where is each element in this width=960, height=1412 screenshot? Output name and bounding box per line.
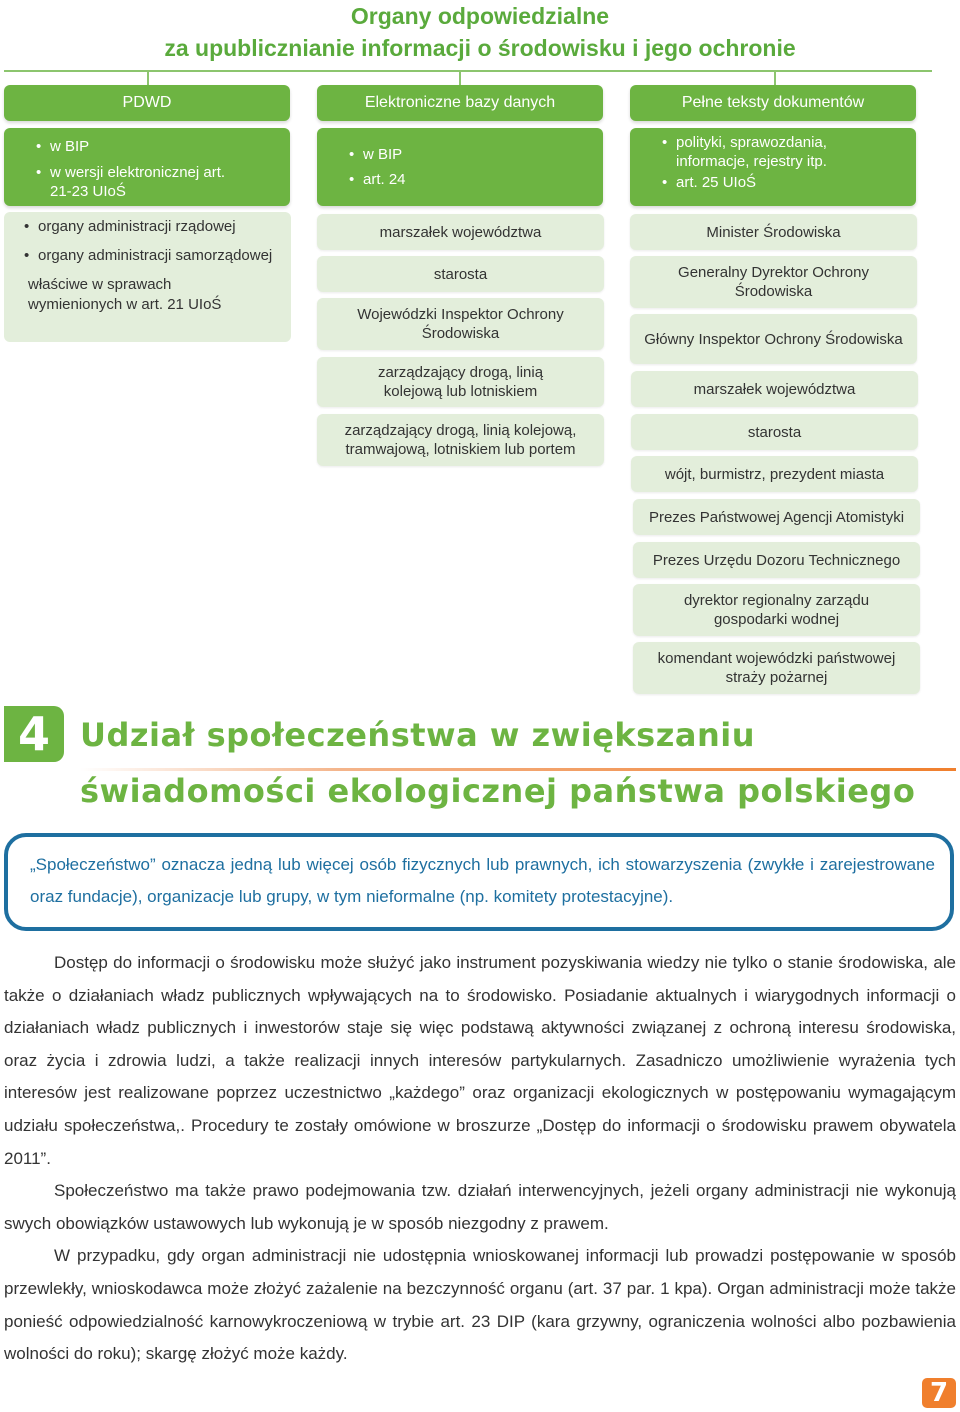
organ-box: starosta [317, 256, 604, 292]
info-item: • art. 25 UIoŚ [676, 173, 916, 192]
info-box-documents [630, 128, 916, 206]
section-title-line2: świadomości ekologicznej państwa polskiego [80, 772, 916, 810]
info-item: • w BIP [363, 145, 603, 164]
organ-box: zarządzający drogą, linią kolejową lub lotniskiem [317, 357, 604, 407]
column-header-label: PDWD [122, 94, 172, 111]
info-item: • w wersji elektronicznej art. 21-23 UIoŚ [50, 163, 290, 201]
body-text [4, 947, 956, 1371]
info-item: • polityki, sprawozdania, informacje, rejestry itp. [676, 133, 916, 171]
info-box-databases [317, 128, 603, 206]
organ-box: Wojewódzki Inspektor Ochrony Środowiska [317, 298, 604, 350]
info-item: • w BIP [50, 137, 290, 156]
list-note: właściwe w sprawach wymienionych w art. 21 UIoŚ [28, 276, 222, 313]
list-item: • organy administracji rządowej [38, 217, 291, 237]
organ-box: Generalny Dyrektor Ochrony Środowiska [630, 256, 917, 308]
organ-box: starosta [631, 414, 918, 450]
organ-box: Prezes Urzędu Dozoru Technicznego [633, 542, 920, 578]
paragraph: Dostęp do informacji o środowisku może służyć jako instrument pozyskiwania wiedzy nie tylko o stanie środowiska, ale także o działaniach władz publicznych wpływających na to środowisko. Posiadanie aktualnych i wiarygodnych informacji o działaniach władz publicznych i inwestorów staje się więc podstawą aktywności związanej z ochroną interesu środowiska, oraz życia i zdrowia ludzi, a także realizacji innych interesów partykularnych. Zasadniczo umożliwienie wyrażenia tych interesów jest realizowane poprzez uczestnictwo „każdego” oraz organizacji ekologicznych w postępowaniu wymagającym udziału społeczeństwa,. Procedury te zostały omówione w broszurze „Dostęp do informacji o środowisku prawem obywatela 2011”. [4, 953, 956, 1168]
column-header-pdwd [4, 85, 290, 121]
organ-box: dyrektor regionalny zarządu gospodarki wodnej [633, 584, 920, 636]
list-item: • organy administracji samorządowej [38, 246, 291, 266]
organ-box: Prezes Państwowej Agencji Atomistyki [633, 499, 920, 535]
page-title-line1: Organy odpowiedzialne [350, 3, 610, 29]
organ-box: marszałek województwa [317, 214, 604, 250]
organ-box: komendant wojewódzki państwowej straży pożarnej [633, 642, 920, 694]
organ-list-pdwd [4, 212, 291, 342]
organ-box: Główny Inspektor Ochrony Środowiska [630, 314, 917, 364]
connector-horizontal [4, 70, 932, 72]
paragraph: Społeczeństwo ma także prawo podejmowania tzw. działań interwencyjnych, jeżeli organy administracji nie wykonują swych obowiązków ustawowych lub wykonują je w sposób niezgodny z prawem. [4, 1181, 956, 1233]
column-header-documents [630, 85, 916, 121]
definition-text: „Społeczeństwo” oznacza jedną lub więcej osób fizycznych lub prawnych, ich stowarzyszenia (zwykłe i zarejestrowane oraz fundacje), organizacje lub grupy, w tym nieformalne (np. komitety protestacyjne). [30, 855, 935, 906]
page-number: 7 [922, 1378, 956, 1408]
connector-col3 [774, 70, 776, 86]
organ-box: zarządzający drogą, linią kolejową, tramwajową, lotniskiem lub portem [317, 414, 604, 466]
organ-box: Minister Środowiska [630, 214, 917, 250]
section-divider [80, 768, 956, 771]
organ-box: wójt, burmistrz, prezydent miasta [631, 456, 918, 492]
paragraph: W przypadku, gdy organ administracji nie udostępnia wnioskowanej informacji lub prowadzi postępowanie w sposób przewlekły, wnioskodawca może złożyć zażalenie na bezczynność organu (art. 37 par. 1 kpa). Organ administracji może także ponieść odpowiedzialność karnowykroczeniową w trybie art. 23 DIP (kara grzywny, ograniczenia wolności albo pozbawienia wolności do roku); skargę złożyć może każdy. [4, 1246, 956, 1364]
section-number-badge: 4 [4, 706, 64, 762]
organ-box: marszałek województwa [631, 371, 918, 407]
section-title-line1: Udział społeczeństwa w zwiększaniu [80, 716, 755, 754]
info-item: • art. 24 [363, 170, 603, 189]
connector-col2 [459, 70, 461, 86]
connector-col1 [147, 70, 149, 86]
page-title-line2: za upublicznianie informacji o środowisku i jego ochronie [164, 35, 796, 61]
column-header-label: Pełne teksty dokumentów [681, 94, 865, 111]
info-box-pdwd [4, 128, 290, 206]
column-header-databases [317, 85, 603, 121]
column-header-label: Elektroniczne bazy danych [364, 94, 556, 111]
